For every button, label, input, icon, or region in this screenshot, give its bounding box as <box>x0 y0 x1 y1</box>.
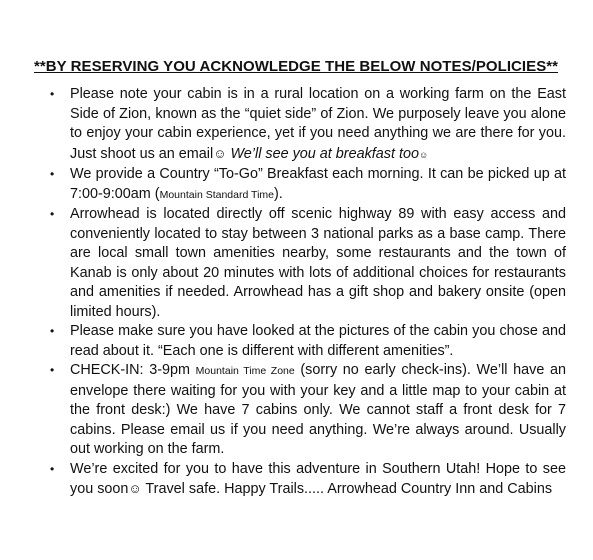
bullet-icon: • <box>50 461 55 476</box>
note-pictures <box>50 322 566 361</box>
note-breakfast <box>50 165 566 205</box>
note-rural-text: Please note your cabin is in a rural location on a working farm on the East Side of Zion, known as the “quiet side” of Zion. We purposely leave you alone to enjoy your cabin experience, yet if you need anything we are there for you. Just shoot us an email <box>70 86 566 162</box>
policy-notes-list <box>50 85 566 500</box>
note-breakfast-end: ). <box>274 185 283 202</box>
note-checkin <box>50 361 566 460</box>
bullet-icon: • <box>50 363 55 377</box>
note-rural-italic: We’ll see you at breakfast too <box>230 145 419 162</box>
policies-heading: **BY RESERVING YOU ACKNOWLEDGE THE BELOW NOTES/POLICIES** <box>34 58 559 75</box>
note-closing <box>50 460 566 500</box>
smile-icon: ☺ <box>128 481 142 496</box>
note-rural-location <box>50 85 566 165</box>
bullet-icon: • <box>50 167 55 181</box>
note-checkin-text-2: (sorry no early check-ins). We’ll have an envelope there waiting for you with your key and a little map to your cabin at the front desk:) We have 7 cabins only. We cannot staff a front desk for 7 cabins. Please email us if you need anything. We’re always around. Usually out working on the farm. <box>70 362 566 457</box>
bullet-icon: • <box>50 324 55 338</box>
note-breakfast-text: We provide a Country “To-Go” Breakfast each morning. It can be picked up at 7:00-9:00am ( <box>70 166 566 202</box>
note-checkin-timezone: Mountain Time Zone <box>195 365 295 377</box>
small-smile-icon: ☺ <box>418 149 429 160</box>
note-checkin-text-1: CHECK-IN: 3-9pm <box>70 362 196 378</box>
note-closing-text-1: We’re excited for you to have this adventure in Southern Utah! Hope to see you soon <box>70 460 566 497</box>
bullet-icon: • <box>50 87 55 101</box>
note-location <box>50 205 566 322</box>
note-pictures-text: Please make sure you have looked at the pictures of the cabin you chose and read about it. “Each one is different with different amenities”. <box>70 323 566 359</box>
note-location-text: Arrowhead is located directly off scenic highway 89 with easy access and conveniently located to stay between 3 national parks as a base camp. There are local small town amenities nearby, some restaurants and the town of Kanab is only about 20 minutes with lots of additional choices for restaurants and amenities if needed. Arrowhead has a gift shop and bakery onsite (open limited hours). <box>70 206 566 320</box>
note-breakfast-timezone: Mountain Standard Time <box>159 188 274 201</box>
smile-icon: ☺ <box>213 145 227 161</box>
bullet-icon: • <box>50 207 55 221</box>
note-closing-text-2: Travel safe. Happy Trails..... Arrowhead Country Inn and Cabins <box>141 481 553 497</box>
